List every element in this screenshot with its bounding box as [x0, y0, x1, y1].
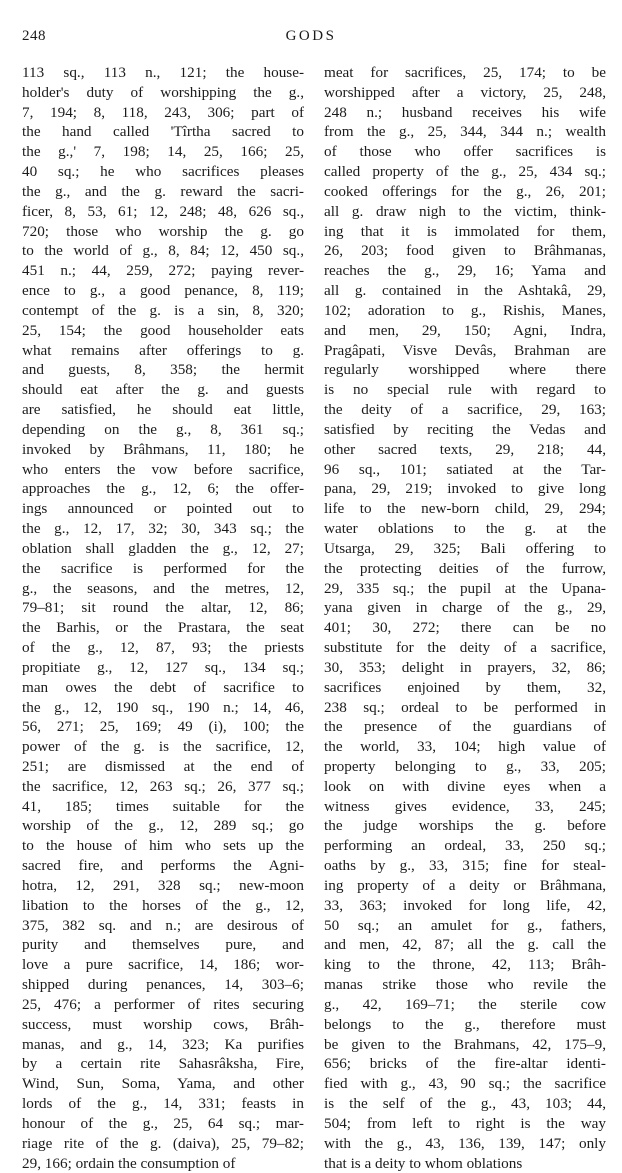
text-line: 248 n.; husband receives his wife — [324, 103, 606, 121]
left-column — [22, 63, 304, 1173]
text-line: Wind, Sun, Soma, Yama, and other — [22, 1075, 304, 1093]
text-line: 504; from left to right is the way — [324, 1114, 606, 1132]
text-line: approaches the g., 12, 6; the offer- — [22, 480, 304, 498]
text-line: 96 sq., 101; satiated at the Tar- — [324, 460, 606, 478]
text-line: 102; adoration to g., Rishis, Manes, — [324, 301, 606, 319]
text-line: 30, 353; delight in prayers, 32, 86; — [324, 658, 606, 676]
text-line: the sacrifice, 12, 263 sq.; 26, 377 sq.; — [22, 777, 304, 795]
text-line: witness gives evidence, 33, 245; — [324, 797, 606, 815]
text-line: called property of the g., 25, 434 sq.; — [324, 163, 606, 181]
text-line: 251; are dismissed at the end of — [22, 757, 304, 775]
text-line: cooked offerings for the g., 26, 201; — [324, 182, 606, 200]
text-line: is no special rule with regard to — [324, 381, 606, 399]
text-line: oblation shall gladden the g., 12, 27; — [22, 539, 304, 557]
text-line: that is a deity to whom oblations — [324, 1154, 523, 1172]
text-line: sacrifices enjoined by them, 32, — [324, 678, 606, 696]
text-line: 375, 382 sq. and n.; are desirous of — [22, 916, 304, 934]
text-line: success, must worship cows, Brâh- — [22, 1015, 304, 1033]
text-line: substitute for the deity of a sacrifice, — [324, 639, 606, 657]
text-line: sacred fire, and performs the Agni- — [22, 857, 304, 875]
text-line: meat for sacrifices, 25, 174; to be — [324, 64, 606, 81]
text-line: love a pure sacrifice, 14, 186; wor- — [22, 956, 304, 974]
text-line: belongs to the g., therefore must — [324, 1015, 606, 1033]
text-line: propitiate g., 12, 127 sq., 134 sq.; — [22, 658, 304, 676]
text-line: look on with divine eyes when a — [324, 777, 606, 795]
text-line: the protecting deities of the furrow, — [324, 559, 606, 577]
page-number: 248 — [22, 28, 46, 44]
text-line: 29, 335 sq.; the pupil at the Upana- — [324, 579, 606, 597]
text-line: of those who offer sacrifices is — [324, 143, 606, 161]
text-line: from the g., 25, 344, 344 n.; wealth — [324, 123, 606, 141]
text-line: is the self of the g., 43, 103; 44, — [324, 1095, 606, 1113]
text-line: riage rite of the g. (daiva), 25, 79–82; — [22, 1134, 304, 1152]
text-line: and men, 42, 87; all the g. call the — [324, 936, 606, 954]
text-line: worshipped after a victory, 25, 248, — [324, 83, 606, 101]
text-line: manas, and g., 14, 323; Ka purifies — [22, 1035, 304, 1053]
text-line: 26, 203; food given to Brâhmanas, — [324, 242, 606, 260]
text-line: property belonging to g., 33, 205; — [324, 757, 606, 775]
text-line: 41, 185; times suitable for the — [22, 797, 304, 815]
text-line: contempt of the g. is a sin, 8, 320; — [22, 301, 304, 319]
text-line: shipped during penances, 14, 303–6; — [22, 976, 304, 994]
text-line: the world, 33, 104; high value of — [324, 738, 606, 756]
text-line: the g.,' 7, 198; 14, 25, 166; 25, — [22, 143, 304, 161]
text-line: power of the g. is the sacrifice, 12, — [22, 738, 304, 756]
text-line: the g., 12, 190 sq., 190 n.; 14, 46, — [22, 698, 304, 716]
text-line: 720; those who worship the g. go — [22, 222, 304, 240]
text-line: lords of the g., 14, 331; feasts in — [22, 1095, 304, 1113]
text-line: 29, 166; ordain the consumption of — [22, 1154, 236, 1172]
text-line: should eat after the g. and guests — [22, 381, 304, 399]
text-line: yana given in charge of the g., 29, — [324, 599, 606, 617]
text-line: libation to the horses of the g., 12, — [22, 896, 304, 914]
text-line: performing an ordeal, 33, 250 sq.; — [324, 837, 606, 855]
text-line: the judge worships the g. before — [324, 817, 606, 835]
text-line: Pragâpati, Visve Devâs, Brahman are — [324, 341, 606, 359]
text-line: pana, 29, 219; invoked to give long — [324, 480, 606, 498]
text-line: 33, 363; invoked for long life, 42, — [324, 896, 606, 914]
text-line: ence to g., a good penance, 8, 119; — [22, 282, 304, 300]
text-line: to the house of him who sets up the — [22, 837, 304, 855]
text-line: to the world of g., 8, 84; 12, 450 sq., — [22, 242, 304, 260]
text-line: the g., 12, 17, 32; 30, 343 sq.; the — [22, 520, 304, 538]
text-line: 451 n.; 44, 259, 272; paying rever- — [22, 262, 304, 280]
text-line: purity and themselves pure, and — [22, 936, 304, 954]
text-line: 25, 476; a performer of rites securing — [22, 995, 304, 1013]
text-line: water oblations to the g. at the — [324, 520, 606, 538]
text-line: ing that it is immolated for them, — [324, 222, 606, 240]
text-line: 401; 30, 272; there can be no — [324, 619, 606, 637]
text-line: invoked by Brâhmans, 11, 180; he — [22, 440, 304, 458]
text-line: honour of the g., 25, 64 sq.; mar- — [22, 1114, 304, 1132]
running-head: GODS — [285, 28, 337, 44]
right-column — [324, 63, 606, 1173]
text-line: and guests, 8, 358; the hermit — [22, 361, 304, 379]
text-line: 25, 154; the good householder eats — [22, 321, 304, 339]
text-line: man owes the debt of sacrifice to — [22, 678, 304, 696]
text-line: be given to the Brahmans, 42, 175–9, — [324, 1035, 606, 1053]
text-line: the presence of the guardians of — [324, 718, 606, 736]
text-line: fied with g., 43, 90 sq.; the sacrifice — [324, 1075, 606, 1093]
text-line: depending on the g., 8, 361 sq.; — [22, 420, 304, 438]
text-line: the sacrifice is performed for the — [22, 559, 304, 577]
text-line: regularly worshipped where there — [324, 361, 606, 379]
text-line: g., the seasons, and the metres, 12, — [22, 579, 304, 597]
text-line: oaths by g., 33, 315; fine for steal- — [324, 857, 606, 875]
text-line: satisfied by reciting the Vedas and — [324, 420, 606, 438]
text-line: the Barhis, or the Prastara, the seat — [22, 619, 304, 637]
text-line: g., 42, 169–71; the sterile cow — [324, 995, 606, 1013]
text-line: are satisfied, he should eat little, — [22, 401, 304, 419]
text-line: by a certain rite Sahasrâksha, Fire, — [22, 1055, 304, 1073]
text-line: manas strike those who revile the — [324, 976, 606, 994]
text-line: 656; bricks of the fire-altar identi- — [324, 1055, 606, 1073]
text-line: 79–81; sit round the altar, 12, 86; — [22, 599, 304, 617]
text-line: the deity of a sacrifice, 29, 163; — [324, 401, 606, 419]
text-line: king to the throne, 42, 113; Brâh- — [324, 956, 606, 974]
text-line: all g. contained in the Ashtakâ, 29, — [324, 282, 606, 300]
text-line: 113 sq., 113 n., 121; the house- — [22, 64, 304, 81]
text-line: reaches the g., 29, 16; Yama and — [324, 262, 606, 280]
text-line: hotra, 12, 291, 328 sq.; new-moon — [22, 876, 304, 894]
text-line: 50 sq.; an amulet for g., fathers, — [324, 916, 606, 934]
text-line: worship of the g., 12, 289 sq.; go — [22, 817, 304, 835]
text-line: ing property of a deity or Brâhmana, — [324, 876, 606, 894]
text-line: 56, 271; 25, 169; 49 (i), 100; the — [22, 718, 304, 736]
text-line: 40 sq.; he who sacrifices pleases — [22, 163, 304, 181]
text-line: the g., and the g. reward the sacri- — [22, 182, 304, 200]
text-line: other sacred texts, 29, 218; 44, — [324, 440, 606, 458]
text-line: 7, 194; 8, 118, 243, 306; part of — [22, 103, 304, 121]
text-line: who enters the vow before sacrifice, — [22, 460, 304, 478]
text-line: with the g., 43, 136, 139, 147; only — [324, 1134, 606, 1152]
text-line: 238 sq.; ordeal to be performed in — [324, 698, 606, 716]
text-line: what remains after offerings to g. — [22, 341, 304, 359]
text-line: ficer, 8, 53, 61; 12, 248; 48, 626 sq., — [22, 202, 304, 220]
text-line: life to the new-born child, 29, 294; — [324, 500, 606, 518]
text-line: holder's duty of worshipping the g., — [22, 83, 304, 101]
text-line: ings announced or pointed out to — [22, 500, 304, 518]
text-line: of the g., 12, 87, 93; the priests — [22, 639, 304, 657]
text-line: Utsarga, 29, 325; Bali offering to — [324, 539, 606, 557]
text-line: and men, 29, 150; Agni, Indra, — [324, 321, 606, 339]
text-line: all g. draw nigh to the victim, think- — [324, 202, 606, 220]
text-line: the hand called 'Tîrtha sacred to — [22, 123, 304, 141]
